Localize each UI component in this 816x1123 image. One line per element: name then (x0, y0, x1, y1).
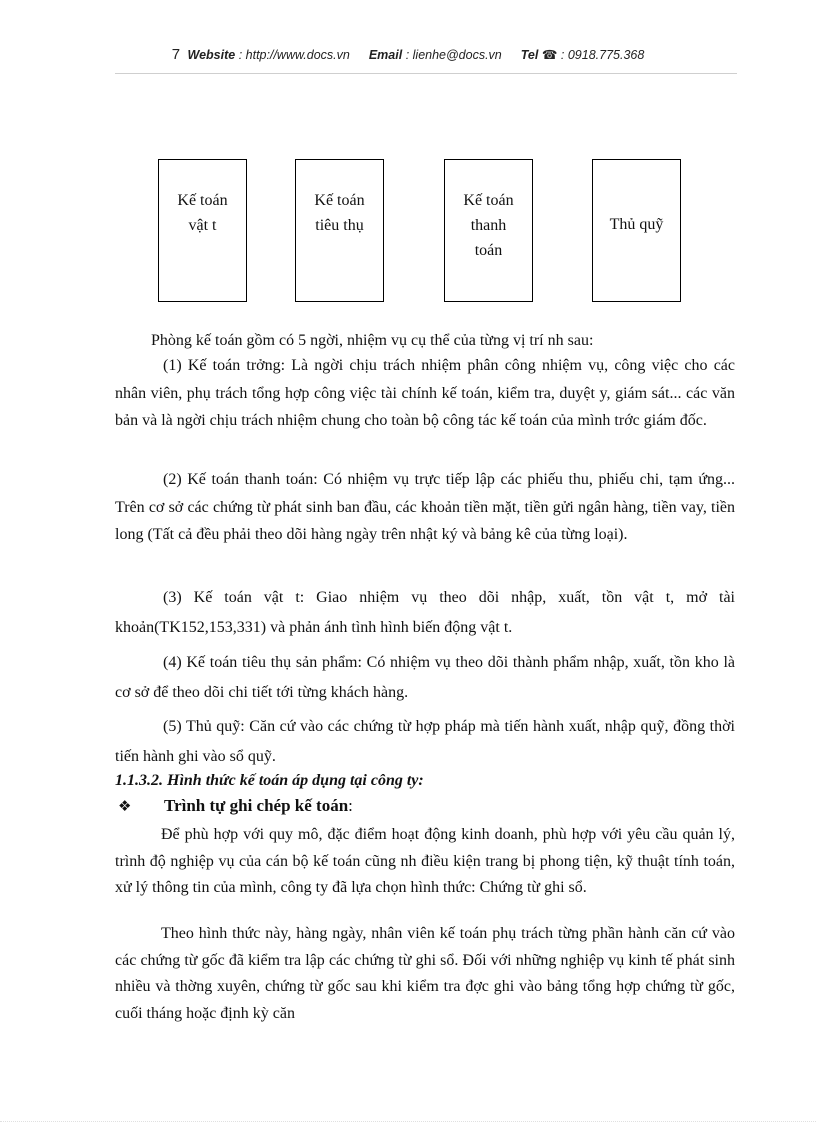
footer-divider (0, 1121, 816, 1122)
tel-value: : 0918.775.368 (560, 48, 645, 62)
box-label-line: Kế toán (463, 192, 514, 209)
box-label-line: Thủ quỹ (609, 216, 664, 233)
tel-label: Tel (520, 48, 539, 62)
bullet-title: Trình tự ghi chép kế toán (164, 796, 349, 815)
paragraph-accounting-form (115, 822, 735, 902)
paragraph-sales-accountant (115, 648, 735, 708)
paragraph-chief-accountant (115, 352, 735, 435)
header-divider (115, 73, 737, 74)
paragraph-recording-process (115, 921, 735, 1027)
box-label-line: tiêu thụ (315, 217, 364, 234)
box-label-line: toán (474, 242, 503, 259)
website-label: Website (187, 48, 236, 62)
box-ke-toan-thanh-toan (444, 159, 533, 302)
diamond-bullet-icon: ❖ (118, 797, 132, 815)
bullet-colon: : (348, 796, 353, 815)
paragraph-text: Phòng kế toán gồm có 5 ngời, nhiệm vụ cụ thể của từng vị trí nh sau: (151, 332, 594, 349)
paragraph-text: Theo hình thức này, hàng ngày, nhân viên kế toán phụ trách từng phần hành căn cứ vào các chứng từ gốc đã kiểm tra lập các chứng từ ghi sổ. Đối với những nghiệp vụ kinh tế phát sinh nhiều và thờng xuyên, chứng từ gốc sau khi kiểm tra đợc ghi vào bảng tổng hợp chứng từ gốc, cuối tháng hoặc định kỳ căn (115, 925, 735, 1022)
paragraph-treasurer (115, 712, 735, 772)
box-label-line: vật t (188, 217, 217, 234)
paragraph-text: (1) Kế toán trởng: Là ngời chịu trách nhiệm phân công nhiệm vụ, công việc cho các nhân viên, phụ trách tổng hợp công việc tài chính kế toán, kiểm tra, duyệt y, giám sát... các văn bản và là ngời chịu trách nhiệm chung cho toàn bộ công tác kế toán của mình trớc giám đốc. (115, 357, 735, 429)
page-number: 7 (171, 46, 181, 63)
box-label-line: Kế toán (177, 192, 228, 209)
email-value: : lienhe@docs.vn (405, 48, 502, 62)
paragraph-payment-accountant (115, 466, 735, 549)
phone-icon: ☎ (541, 48, 558, 62)
website-value: : http://www.docs.vn (238, 48, 350, 62)
paragraph-text: (3) Kế toán vật t: Giao nhiệm vụ theo dõi nhập, xuất, tồn vật t, mở tài khoản(TK152,153,331) và phản ánh tình hình biến động vật t. (115, 589, 735, 636)
box-ke-toan-tieu-thu (295, 159, 384, 302)
page-header (0, 46, 816, 63)
section-heading: 1.1.3.2. Hình thức kế toán áp dụng tại công ty: (115, 772, 424, 789)
email-label: Email (368, 48, 403, 62)
bullet-heading (118, 796, 353, 816)
box-label-line: Kế toán (314, 192, 365, 209)
box-label-line: thanh (470, 217, 507, 234)
box-thu-quy (592, 159, 681, 302)
box-ke-toan-vat-tu (158, 159, 247, 302)
paragraph-text: (4) Kế toán tiêu thụ sản phẩm: Có nhiệm vụ theo dõi thành phẩm nhập, xuất, tồn kho là cơ sở để theo dõi chi tiết tới từng khách hàng. (115, 654, 735, 701)
paragraph-text: Để phù hợp với quy mô, đặc điểm hoạt động kinh doanh, phù hợp với yêu cầu quản lý, trình độ nghiệp vụ của cán bộ kế toán cũng nh điều kiện trang bị phong tiện, kỹ thuật tính toán, xử lý thông tin của mình, công ty đã lựa chọn hình thức: Chứng từ ghi sổ. (115, 826, 735, 896)
paragraph-intro (115, 326, 735, 355)
paragraph-text: (2) Kế toán thanh toán: Có nhiệm vụ trực tiếp lập các phiếu thu, phiếu chi, tạm ứng... Trên cơ sở các chứng từ phát sinh ban đầu, các khoản tiền mặt, tiền gửi ngân hàng, tiền vay, tiền long (Tất cả đều phải theo dõi hàng ngày trên nhật ký và bảng kê của từng loại). (115, 471, 735, 543)
paragraph-text: (5) Thủ quỹ: Căn cứ vào các chứng từ hợp pháp mà tiến hành xuất, nhập quỹ, đồng thời tiến hành ghi vào sổ quỹ. (115, 718, 735, 765)
paragraph-materials-accountant (115, 583, 735, 643)
